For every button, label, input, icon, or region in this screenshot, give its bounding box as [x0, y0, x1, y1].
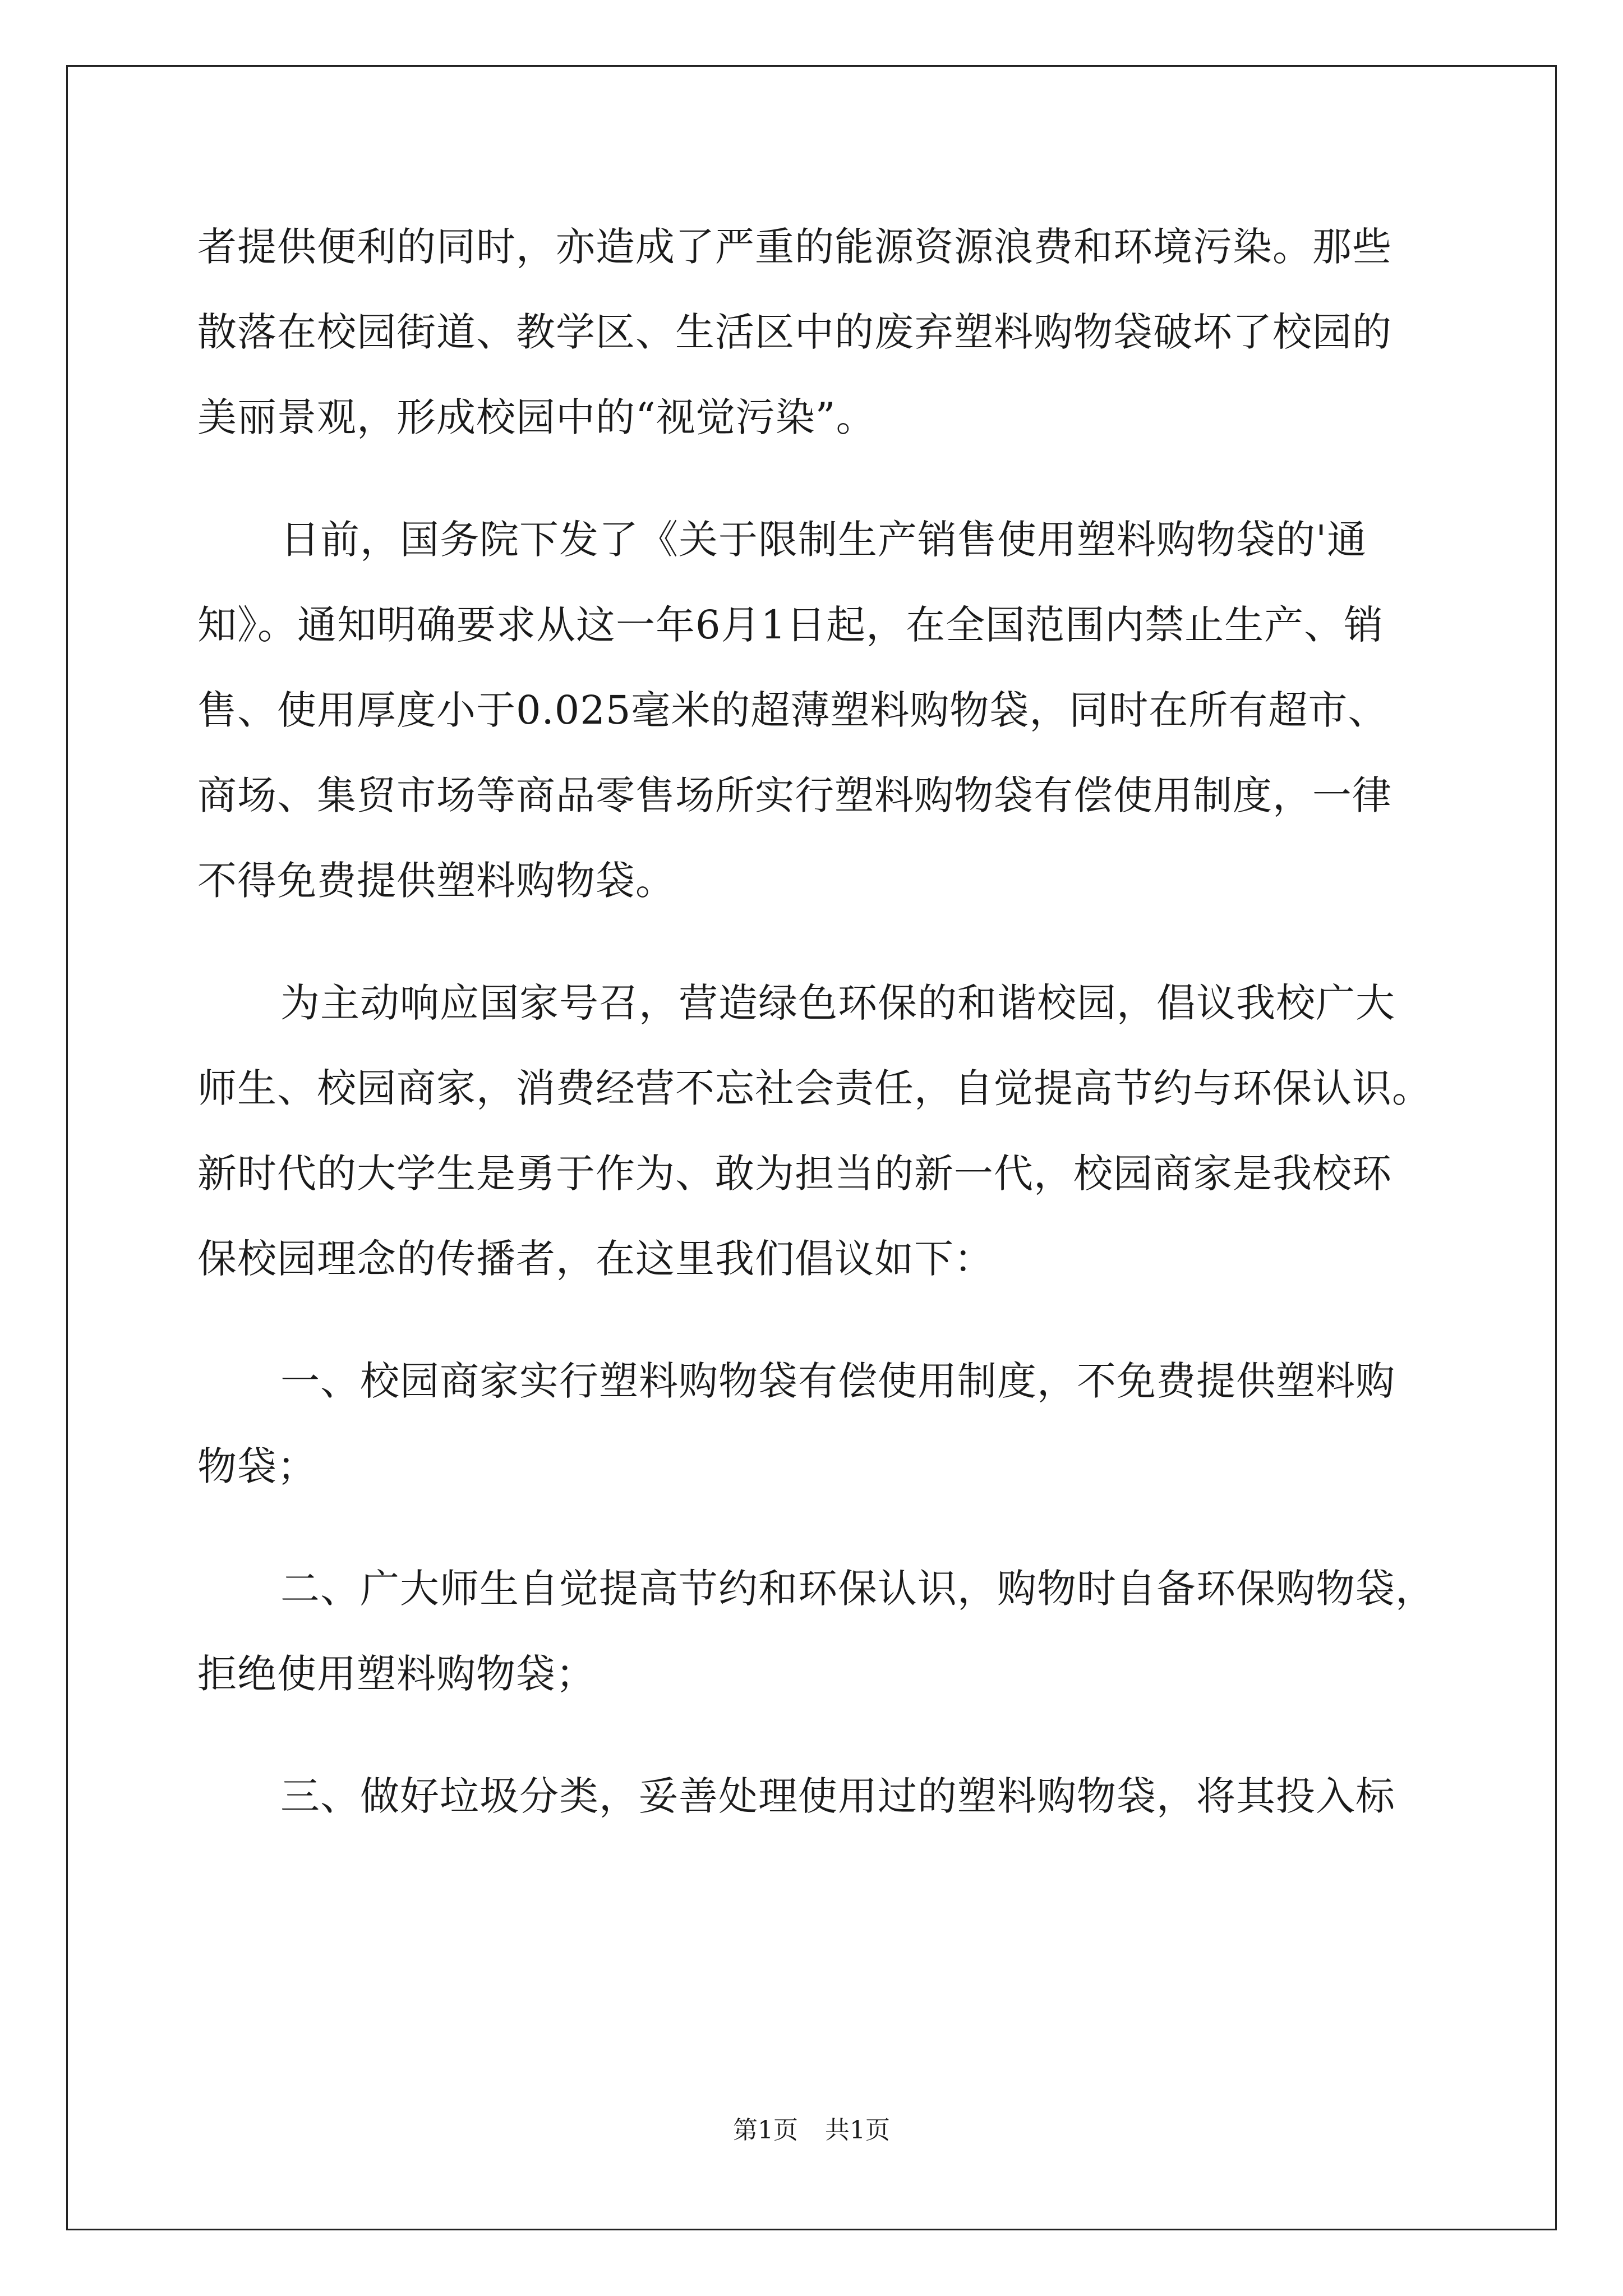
- text-line: 售、使用厚度小于0.025毫米的超薄塑料购物袋，同时在所有超市、: [197, 687, 1388, 733]
- text-line: 商场、集贸市场等商品零售场所实行塑料购物袋有偿使用制度，一律: [197, 772, 1392, 818]
- text-line: 不得免费提供塑料购物袋。: [197, 858, 675, 904]
- text-line: 知》。通知明确要求从这一年6月1日起，在全国范围内禁止生产、销: [197, 602, 1384, 648]
- text-line: 美丽景观，形成校园中的“视觉污染”。: [197, 394, 876, 440]
- list-item-line: 一、校园商家实行塑料购物袋有偿使用制度，不免费提供塑料购: [280, 1358, 1395, 1404]
- text-line: 新时代的大学生是勇于作为、敢为担当的新一代，校园商家是我校环: [197, 1151, 1392, 1197]
- text-line: 物袋；: [197, 1443, 317, 1489]
- page-footer: [0, 2114, 1623, 2147]
- list-item-line: 二、广大师生自觉提高节约和环保认识，购物时自备环保购物袋，: [280, 1566, 1435, 1612]
- text-line: 保校园理念的传播者，在这里我们倡议如下：: [197, 1236, 994, 1282]
- list-item-line: 三、做好垃圾分类，妥善处理使用过的塑料购物袋，将其投入标: [280, 1773, 1395, 1819]
- text-line: 者提供便利的同时，亦造成了严重的能源资源浪费和环境污染。那些: [197, 224, 1392, 270]
- page-number: 第1页: [733, 2116, 798, 2145]
- text-line: 散落在校园街道、教学区、生活区中的废弃塑料购物袋破坏了校园的: [197, 309, 1392, 355]
- text-line: 拒绝使用塑料购物袋；: [197, 1651, 596, 1697]
- page-total: 共1页: [825, 2116, 890, 2145]
- text-line: 师生、校园商家，消费经营不忘社会责任，自觉提高节约与环保认识。: [197, 1065, 1432, 1111]
- paragraph-start-line: 日前，国务院下发了《关于限制生产销售使用塑料购物袋的'通: [280, 517, 1367, 563]
- paragraph-start-line: 为主动响应国家号召，营造绿色环保的和谐校园，倡议我校广大: [280, 980, 1395, 1026]
